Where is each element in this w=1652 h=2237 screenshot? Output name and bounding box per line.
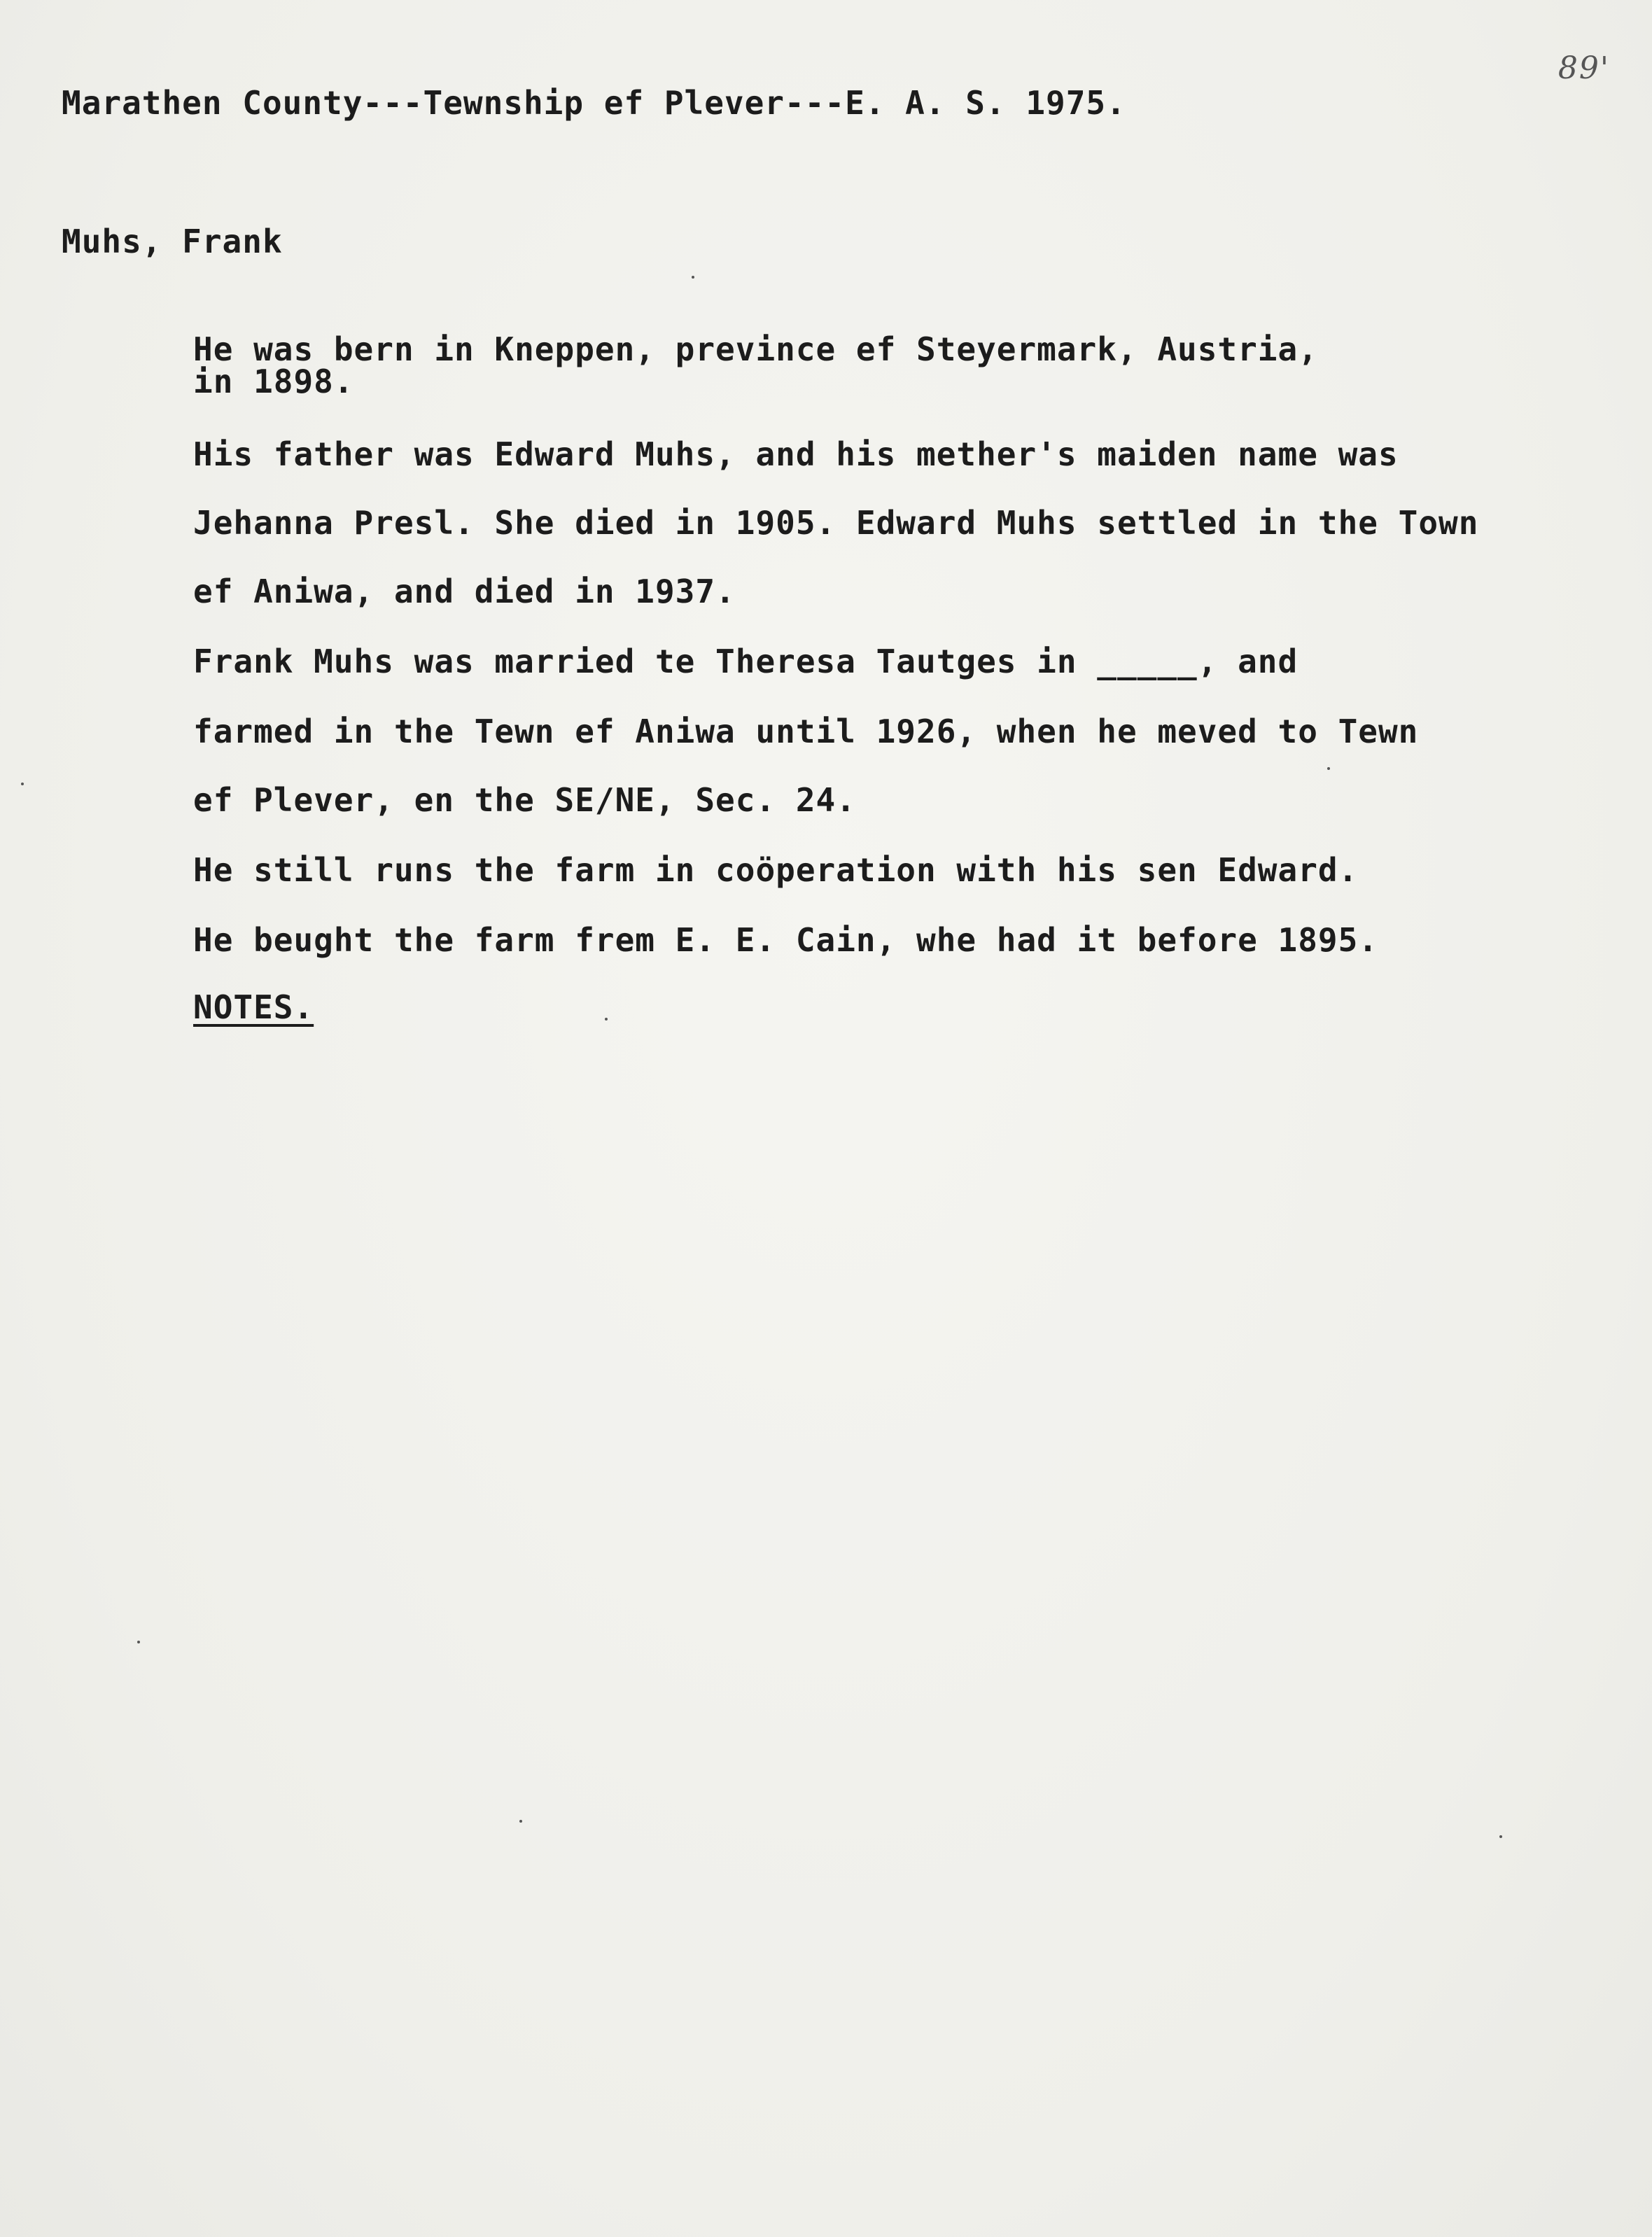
notes-heading: NOTES. xyxy=(193,988,314,1026)
paper-speck xyxy=(137,1641,140,1643)
subject-name: Muhs, Frank xyxy=(62,223,283,260)
text-line: He was bern in Kneppen, prevince ef Steyermark, Austria, xyxy=(193,330,1318,368)
text-line: ef Plever, en the SE/NE, Sec. 24. xyxy=(193,781,856,819)
paper-speck xyxy=(21,783,24,785)
paper-speck xyxy=(692,276,694,279)
text-line: in 1898. xyxy=(193,363,354,400)
paper-speck xyxy=(1327,767,1330,770)
page-number: 89' xyxy=(1558,50,1610,86)
text-line: His father was Edward Muhs, and his mether's maiden name was xyxy=(193,435,1399,473)
document-header: Marathen County---Tewnship ef Plever---E. A. S. 1975. xyxy=(62,84,1126,122)
paper-speck xyxy=(519,1820,522,1823)
text-line: He still runs the farm in coöperation with his sen Edward. xyxy=(193,851,1359,889)
text-line: farmed in the Tewn ef Aniwa until 1926, when he meved to Tewn xyxy=(193,713,1419,750)
text-line: Frank Muhs was married te Theresa Tautges in _____, and xyxy=(193,643,1298,680)
text-line: Jehanna Presl. She died in 1905. Edward Muhs settled in the Town xyxy=(193,504,1479,542)
paper-speck xyxy=(1499,1835,1502,1838)
text-line: He beught the farm frem E. E. Cain, whe had it before 1895. xyxy=(193,921,1378,959)
paper-speck xyxy=(605,1018,608,1021)
text-line: ef Aniwa, and died in 1937. xyxy=(193,573,736,610)
